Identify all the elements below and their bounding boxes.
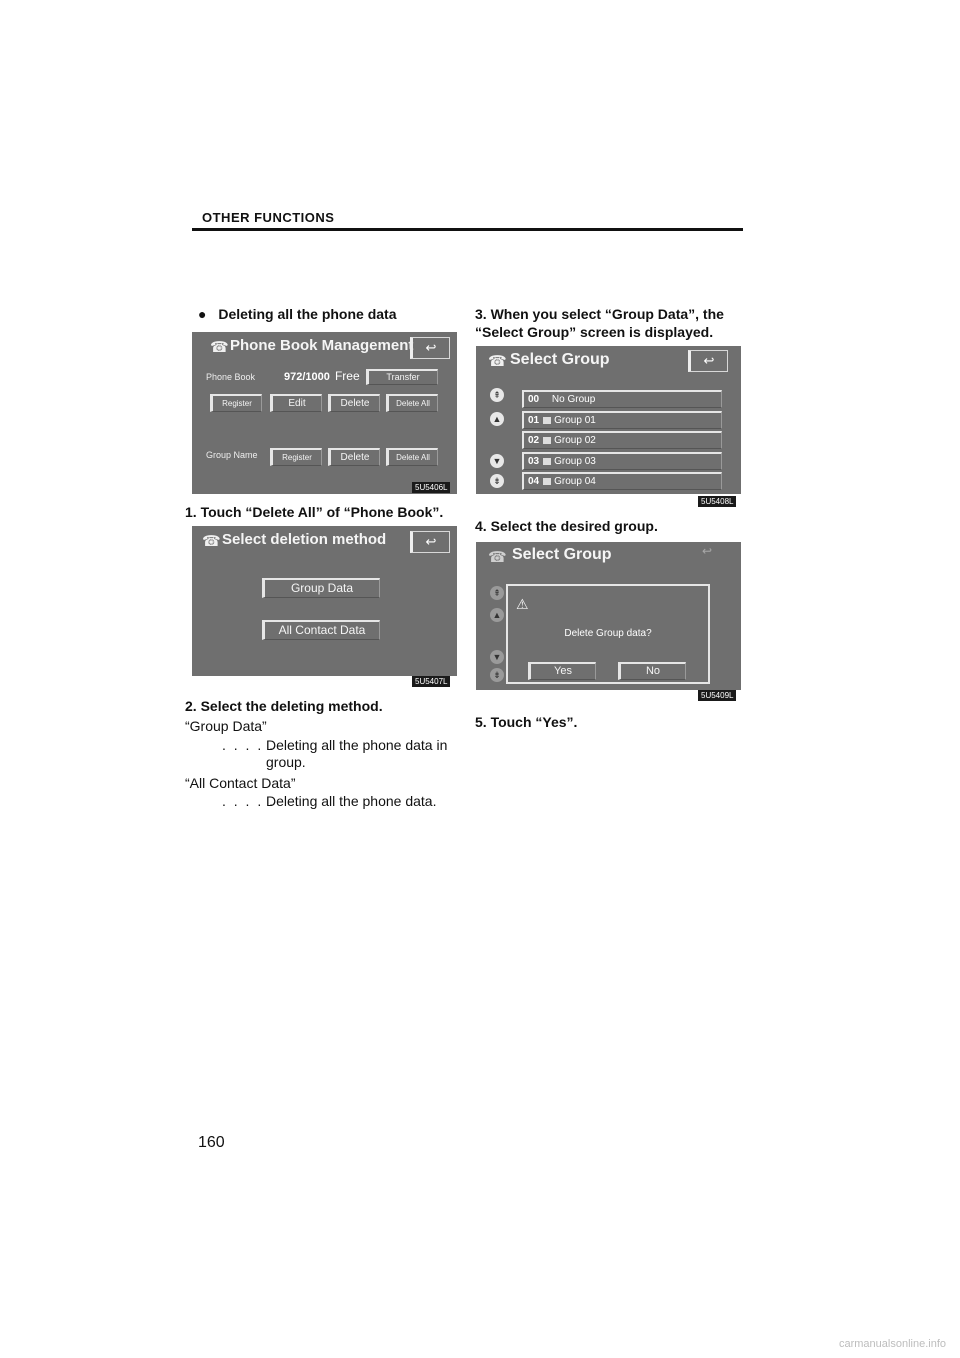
phonebook-label: Phone Book bbox=[206, 372, 256, 382]
step-1: 1. Touch “Delete All” of “Phone Book”. bbox=[185, 504, 444, 520]
section-header: OTHER FUNCTIONS bbox=[202, 210, 335, 225]
group-row[interactable]: 00 No Group bbox=[522, 390, 722, 408]
phone-icon: ☎ bbox=[202, 533, 221, 550]
definition-desc: Deleting all the phone data. bbox=[266, 793, 437, 809]
group-data-button[interactable]: Group Data bbox=[262, 578, 380, 598]
phonebook-edit-button[interactable]: Edit bbox=[270, 394, 322, 412]
phonebook-delete-all-button[interactable]: Delete All bbox=[386, 394, 438, 412]
transfer-button[interactable]: Transfer bbox=[366, 369, 438, 385]
bullet-icon: ● bbox=[198, 306, 207, 322]
groupname-label: Group Name bbox=[206, 450, 258, 460]
footer-watermark[interactable]: carmanualsonline.info bbox=[838, 1338, 946, 1350]
group-icon bbox=[543, 458, 551, 465]
step-2: 2. Select the deleting method. bbox=[185, 698, 383, 714]
back-button[interactable] bbox=[688, 350, 728, 372]
phone-icon: ☎ bbox=[488, 353, 507, 370]
back-arrow-icon: ↩ bbox=[703, 353, 715, 368]
step-5: 5. Touch “Yes”. bbox=[475, 714, 578, 730]
group-icon bbox=[543, 437, 551, 444]
definition-dots: . . . . . bbox=[222, 793, 276, 809]
definition-term: “Group Data” bbox=[185, 718, 267, 734]
back-arrow-icon: ↩ bbox=[425, 534, 437, 549]
back-arrow-icon: ↩ bbox=[425, 340, 437, 355]
group-icon bbox=[543, 478, 551, 485]
back-arrow-icon: ↩ bbox=[702, 544, 713, 558]
group-row[interactable]: 04 Group 04 bbox=[522, 472, 722, 490]
phonebook-delete-button[interactable]: Delete bbox=[328, 394, 380, 412]
page-up-icon: ⇞ bbox=[490, 586, 504, 600]
phonebook-count: 972/1000 Free bbox=[284, 369, 360, 383]
definition-term: “All Contact Data” bbox=[185, 775, 296, 791]
group-row[interactable]: 01 Group 01 bbox=[522, 411, 722, 429]
figure-code: 5U5409L bbox=[698, 690, 736, 701]
screen-select-deletion-method bbox=[192, 526, 457, 676]
warning-icon: ⚠ bbox=[516, 596, 529, 612]
back-button[interactable] bbox=[410, 531, 450, 553]
definition-desc: Deleting all the phone data in bbox=[266, 737, 448, 753]
scroll-up-icon: ▲ bbox=[490, 608, 504, 622]
screen-phone-book-management bbox=[192, 332, 457, 494]
figure-code: 5U5408L bbox=[698, 496, 736, 507]
bullet-heading: ● Deleting all the phone data bbox=[198, 306, 397, 322]
step-3: 3. When you select “Group Data”, the bbox=[475, 306, 724, 322]
phone-icon: ☎ bbox=[210, 339, 229, 356]
figure-code: 5U5407L bbox=[412, 676, 450, 687]
group-row[interactable]: 03 Group 03 bbox=[522, 452, 722, 470]
group-icon bbox=[543, 417, 551, 424]
screen-title: Select deletion method bbox=[222, 531, 387, 548]
screen-delete-group-confirm bbox=[476, 542, 741, 690]
scroll-up-icon[interactable]: ▲ bbox=[490, 412, 504, 426]
phonebook-register-button[interactable]: Register bbox=[210, 394, 262, 412]
all-contact-data-button[interactable]: All Contact Data bbox=[262, 620, 380, 640]
page-up-icon[interactable]: ⇞ bbox=[490, 388, 504, 402]
step-4: 4. Select the desired group. bbox=[475, 518, 658, 534]
scroll-down-icon[interactable]: ▼ bbox=[490, 454, 504, 468]
dialog-prompt: Delete Group data? bbox=[564, 628, 652, 639]
phone-icon: ☎ bbox=[488, 549, 507, 566]
header-rule bbox=[192, 228, 743, 231]
screen-title: Phone Book Management bbox=[230, 337, 414, 354]
figure-code: 5U5406L bbox=[412, 482, 450, 493]
screen-title: Select Group bbox=[512, 546, 612, 563]
group-delete-button[interactable]: Delete bbox=[328, 448, 380, 466]
definition-dots: . . . . . bbox=[222, 737, 276, 753]
confirm-dialog bbox=[506, 584, 710, 684]
page-down-icon[interactable]: ⇟ bbox=[490, 474, 504, 488]
screen-title: Select Group bbox=[510, 351, 610, 368]
page-down-icon: ⇟ bbox=[490, 668, 504, 682]
scroll-down-icon: ▼ bbox=[490, 650, 504, 664]
screen-select-group bbox=[476, 346, 741, 494]
no-button[interactable]: No bbox=[618, 662, 686, 680]
definition-desc: group. bbox=[266, 754, 306, 770]
group-delete-all-button[interactable]: Delete All bbox=[386, 448, 438, 466]
back-button[interactable] bbox=[410, 337, 450, 359]
page-number: 160 bbox=[198, 1134, 225, 1151]
group-register-button[interactable]: Register bbox=[270, 448, 322, 466]
step-3-cont: “Select Group” screen is displayed. bbox=[475, 324, 714, 340]
yes-button[interactable]: Yes bbox=[528, 662, 596, 680]
group-row[interactable]: 02 Group 02 bbox=[522, 431, 722, 449]
